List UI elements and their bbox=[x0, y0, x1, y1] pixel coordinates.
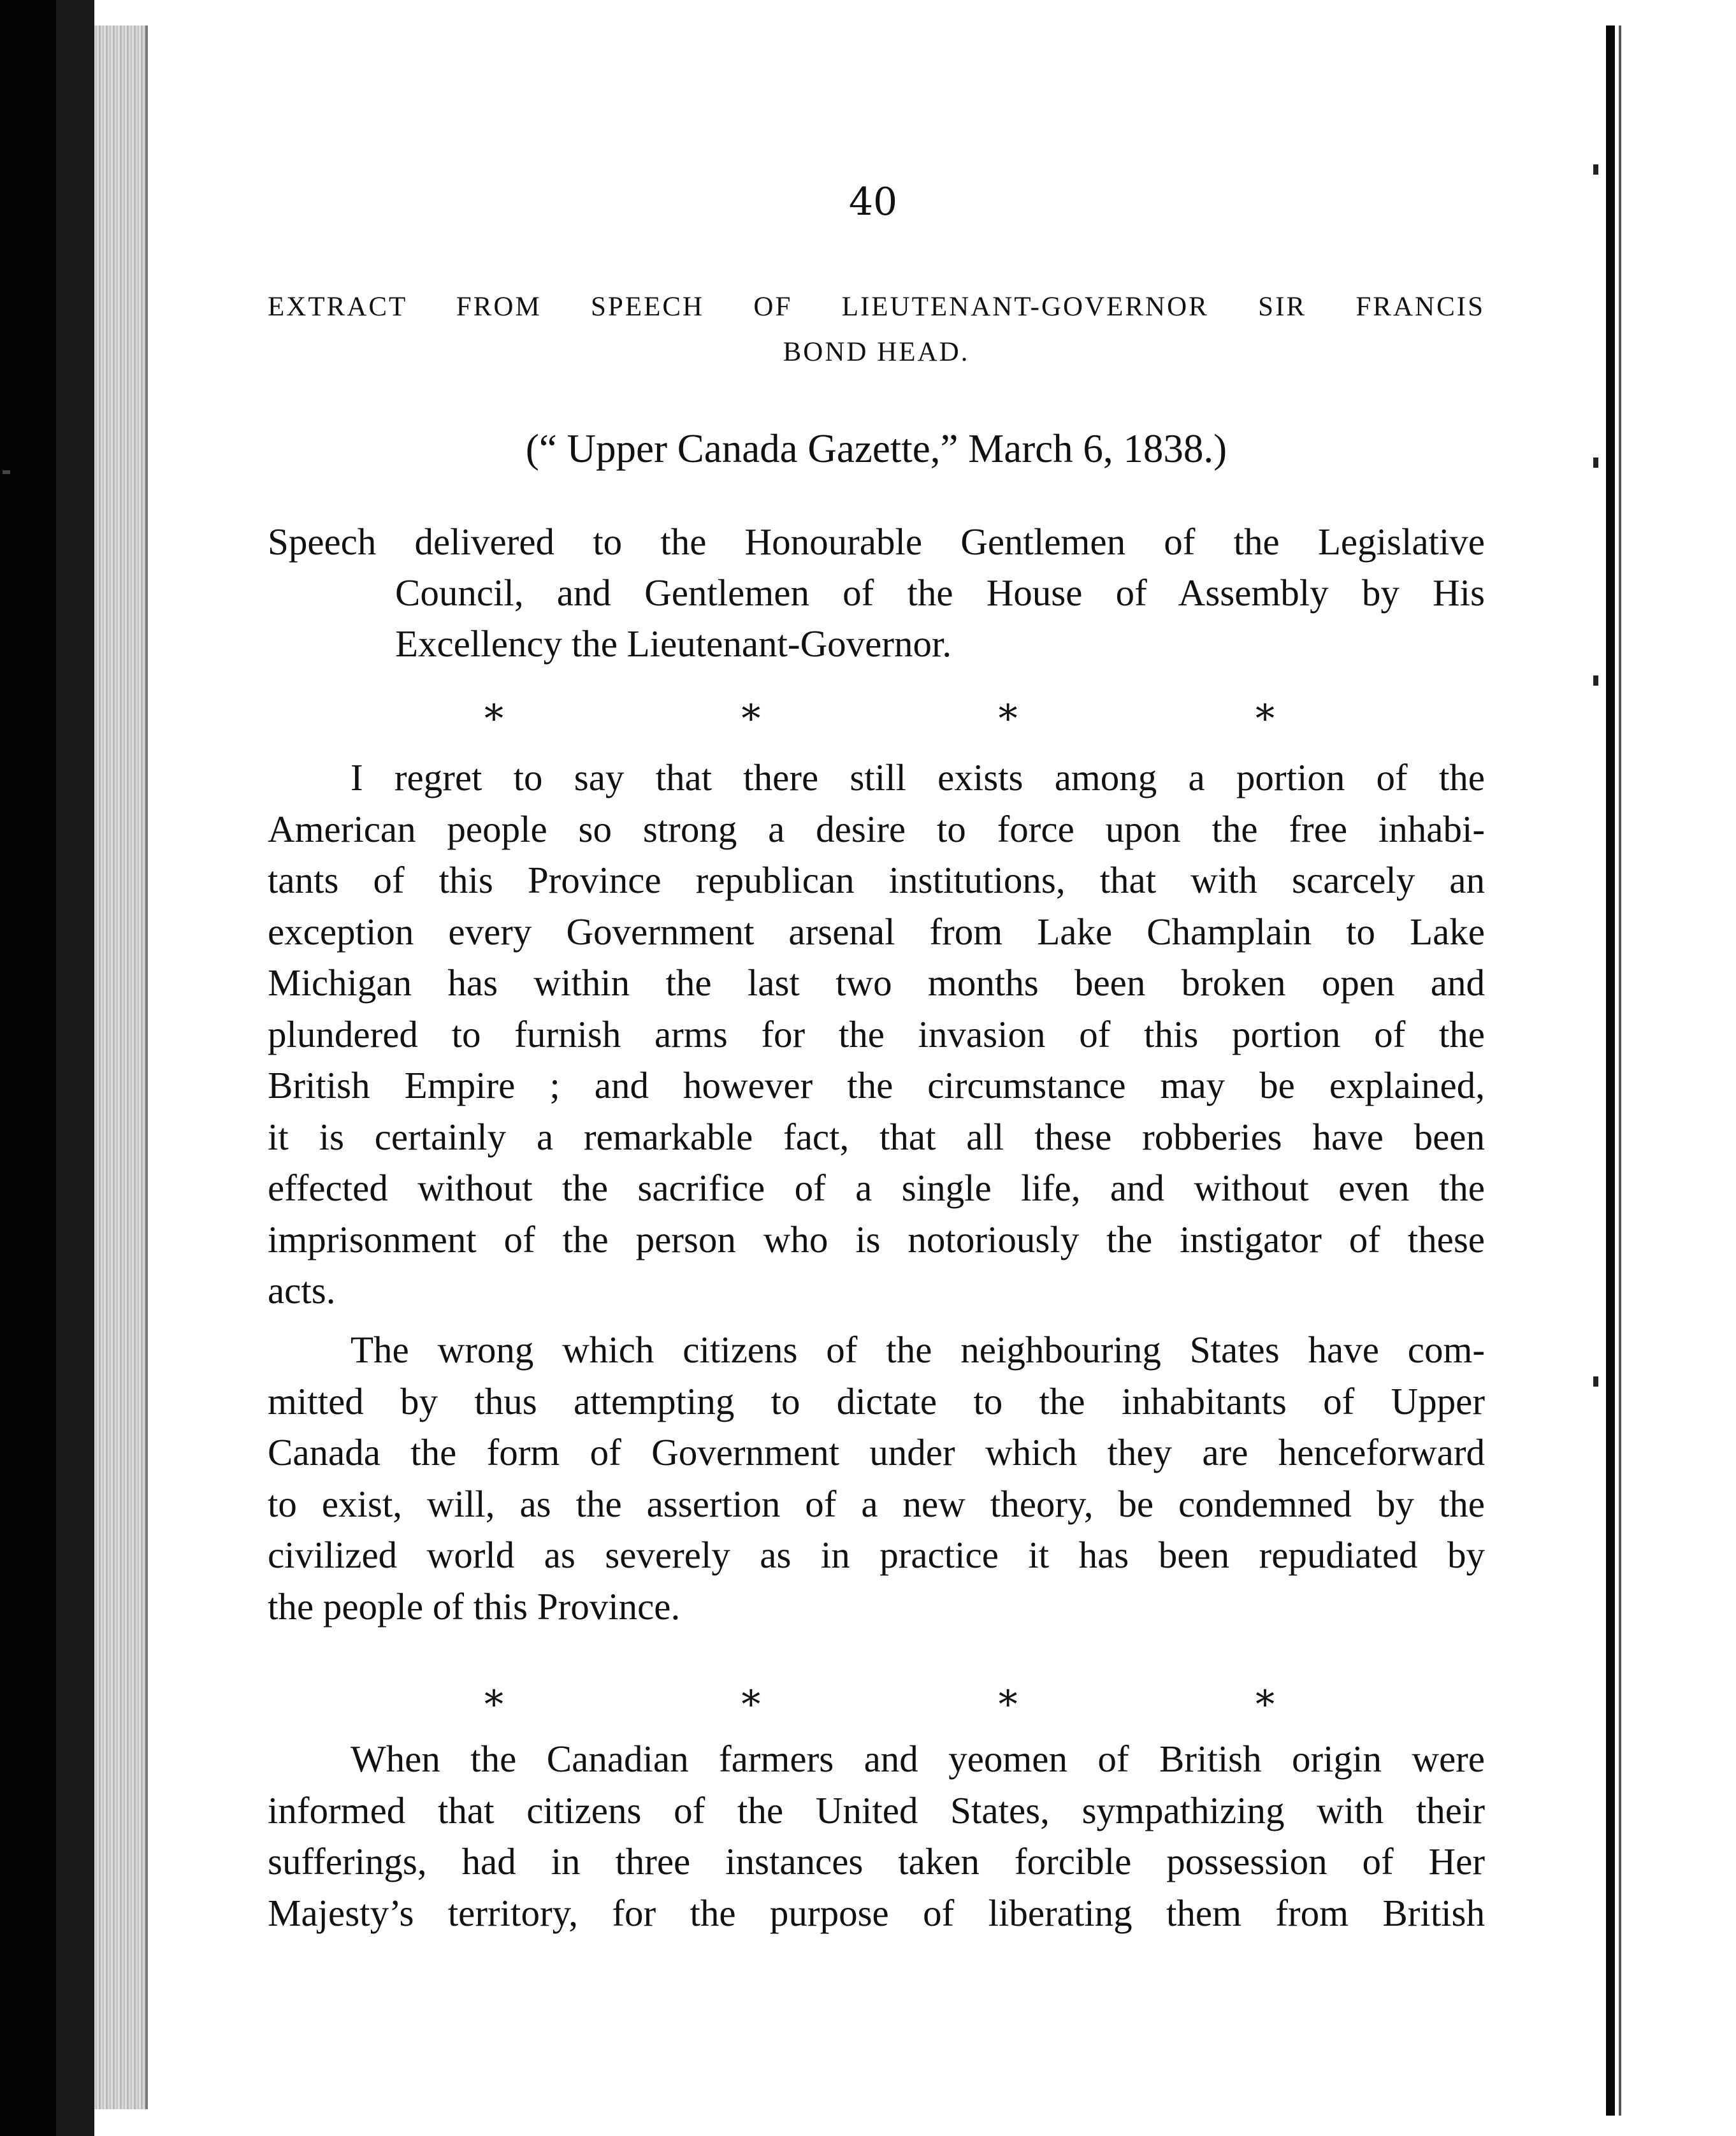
paragraph-line: civilized world as severely as in practice it has been repudiated by bbox=[268, 1534, 1485, 1576]
asterisk: * bbox=[741, 696, 761, 741]
intro-line: Council, and Gentlemen of the House of Assembly by His bbox=[395, 572, 1485, 614]
scan-right-border bbox=[1606, 25, 1615, 2116]
heading-line-1: EXTRACT FROM SPEECH OF LIEUTENANT-GOVERNOR SIR FRANCIS bbox=[268, 292, 1485, 322]
margin-tick bbox=[1593, 1376, 1598, 1387]
paragraph-line: plundered to furnish arms for the invasion of this portion of the bbox=[268, 1013, 1485, 1055]
intro-line: Speech delivered to the Honourable Gentlemen of the Legislative bbox=[268, 521, 1485, 563]
asterisk: * bbox=[1255, 1682, 1275, 1727]
paragraph-line: effected without the sacrifice of a single life, and without even the bbox=[268, 1167, 1485, 1209]
paragraph-line: acts. bbox=[268, 1269, 336, 1311]
section-break bbox=[484, 1682, 1275, 1727]
scan-left-border bbox=[0, 0, 56, 2136]
paragraph-line: mitted by thus attempting to dictate to the inhabitants of Upper bbox=[268, 1380, 1485, 1422]
heading-line-2: BOND HEAD. bbox=[783, 337, 970, 367]
intro-paragraph bbox=[268, 516, 1485, 669]
margin-tick bbox=[1593, 458, 1598, 468]
intro-line: Excellency the Lieutenant-Governor. bbox=[395, 623, 952, 665]
paragraph-line: sufferings, had in three instances taken forcible possession of Her bbox=[268, 1840, 1485, 1882]
paragraph-line: The wrong which citizens of the neighbouring States have com- bbox=[351, 1329, 1485, 1371]
paragraph-line: it is certainly a remarkable fact, that all these robberies have been bbox=[268, 1115, 1485, 1158]
section-break bbox=[484, 696, 1275, 741]
page-edges bbox=[94, 25, 147, 2109]
paragraph-line: informed that citizens of the United States, sympathizing with their bbox=[268, 1789, 1485, 1831]
scan-right-border-inner bbox=[1619, 25, 1621, 2116]
page-number: 40 bbox=[848, 180, 898, 224]
asterisk: * bbox=[1255, 696, 1275, 741]
paragraph-line: to exist, will, as the assertion of a new theory, be condemned by the bbox=[268, 1482, 1485, 1525]
paragraph-line: tants of this Province republican institutions, that with scarcely an bbox=[268, 859, 1485, 901]
book-binding bbox=[56, 0, 94, 2136]
paragraph-line: American people so strong a desire to force upon the free inhabi- bbox=[268, 807, 1485, 850]
paragraph-2 bbox=[268, 1324, 1485, 1632]
margin-mark bbox=[3, 470, 10, 474]
paragraph-line: Michigan has within the last two months been broken open and bbox=[268, 962, 1485, 1004]
paragraph-line: imprisonment of the person who is notoriously the instigator of these bbox=[268, 1218, 1485, 1260]
asterisk: * bbox=[741, 1682, 761, 1727]
asterisk: * bbox=[484, 696, 503, 741]
paragraph-line: When the Canadian farmers and yeomen of British origin were bbox=[351, 1738, 1485, 1780]
source-citation: (“ Upper Canada Gazette,” March 6, 1838.) bbox=[525, 426, 1227, 471]
paragraph-line: I regret to say that there still exists among a portion of the bbox=[351, 756, 1485, 798]
page-edge-line bbox=[145, 25, 148, 2109]
margin-tick bbox=[1593, 675, 1598, 686]
paragraph-line: British Empire ; and however the circumstance may be explained, bbox=[268, 1064, 1485, 1106]
paragraph-3 bbox=[268, 1733, 1485, 1938]
paragraph-1 bbox=[268, 752, 1485, 1317]
asterisk: * bbox=[998, 696, 1018, 741]
margin-tick bbox=[1593, 164, 1598, 175]
paragraph-line: Canada the form of Government under which they are henceforward bbox=[268, 1431, 1485, 1473]
asterisk: * bbox=[484, 1682, 503, 1727]
paragraph-line: the people of this Province. bbox=[268, 1585, 681, 1627]
paragraph-line: Majesty’s territory, for the purpose of liberating them from British bbox=[268, 1891, 1485, 1934]
paragraph-line: exception every Government arsenal from Lake Champlain to Lake bbox=[268, 910, 1485, 953]
asterisk: * bbox=[998, 1682, 1018, 1727]
